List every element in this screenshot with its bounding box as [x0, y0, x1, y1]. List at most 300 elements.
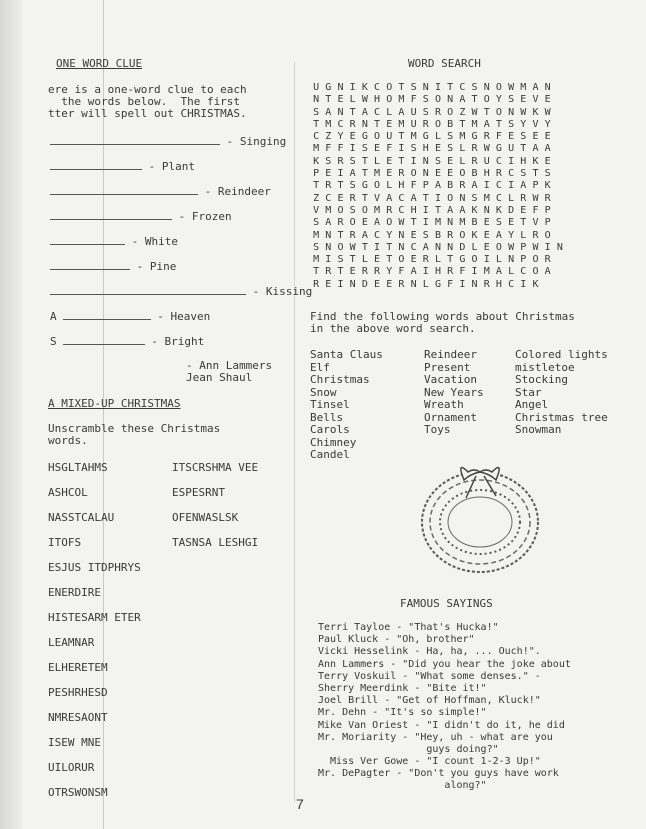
word-search-letter: C [508, 168, 515, 180]
scrambled-word: PESHRHESD [48, 686, 108, 699]
word-search-letter: E [386, 278, 393, 290]
word-search-letter: R [459, 180, 466, 192]
word-search-letter: L [471, 241, 478, 253]
word-search-letter: S [520, 131, 527, 143]
word-search-letter: I [422, 266, 429, 278]
word-search-letter: L [495, 254, 502, 266]
word-search-letter: O [374, 180, 381, 192]
word-search-letter: O [386, 94, 393, 106]
word-search-letter: R [483, 131, 490, 143]
word-search-letter: L [508, 266, 515, 278]
clue-text: Reindeer [217, 185, 271, 198]
word-search-letter: O [495, 106, 502, 118]
word-search-letter: T [520, 217, 527, 229]
word-search-letter: T [337, 229, 344, 241]
word-search-letter: S [508, 94, 515, 106]
word-search-letter: T [386, 254, 393, 266]
word-search-letter: E [544, 94, 551, 106]
word-search-letter: I [422, 217, 429, 229]
word-search-letter: N [398, 229, 405, 241]
word-search-letter: R [349, 118, 356, 130]
word-search-letter: Z [325, 131, 332, 143]
word-search-letter: F [337, 143, 344, 155]
word-search-letter: T [520, 143, 527, 155]
word-search-letter: A [349, 168, 356, 180]
scrambled-word: ASHCOL [48, 486, 88, 499]
word-search-letter: N [422, 82, 429, 93]
saying-line: Mr. Moriarity - "Hey, uh - what are you [318, 731, 553, 743]
word-search-letter: S [349, 180, 356, 192]
word-search-letter: E [325, 168, 332, 180]
clue-text: Kissing [265, 285, 313, 298]
word-search-letter: R [544, 254, 551, 266]
word-search-letter: A [325, 106, 332, 118]
word-search-letter: W [508, 82, 515, 93]
word-search-letter: A [410, 266, 417, 278]
word-search-letter: A [325, 217, 332, 229]
word-search-letter: U [386, 131, 393, 143]
word-search-letter: T [398, 155, 405, 167]
word-search-title: WORD SEARCH [408, 57, 481, 70]
word-search-letter: N [337, 82, 344, 93]
word-search-letter: N [422, 168, 429, 180]
word-search-letter: Y [495, 94, 502, 106]
word-search-row [310, 266, 615, 278]
word-search-letter: I [508, 180, 515, 192]
word-list-item: Star [515, 385, 542, 399]
word-search-letter: P [532, 180, 539, 192]
word-search-letter: I [337, 278, 344, 290]
word-search-letter: A [495, 266, 502, 278]
mixed-up-intro-2: words. [48, 434, 88, 447]
word-search-letter: W [532, 192, 539, 204]
word-search-letter: R [374, 266, 381, 278]
word-search-letter: P [422, 180, 429, 192]
word-search-letter: G [434, 278, 441, 290]
word-search-letter: A [520, 180, 527, 192]
word-search-letter: N [410, 278, 417, 290]
scrambled-word: HSGLTAHMS [48, 461, 108, 474]
word-search-letter: T [459, 118, 466, 130]
word-search-letter: I [544, 241, 551, 253]
word-search-letter: C [374, 106, 381, 118]
word-search-letter: E [374, 254, 381, 266]
word-search-letter: Z [313, 192, 320, 204]
word-search-letter: R [434, 106, 441, 118]
word-search-letter: E [520, 94, 527, 106]
word-search-letter: E [532, 131, 539, 143]
word-search-grid [310, 82, 615, 291]
word-search-letter: E [520, 204, 527, 216]
word-search-letter: N [398, 241, 405, 253]
word-search-letter: C [495, 155, 502, 167]
clue-letter: A [50, 310, 57, 323]
word-search-letter: O [434, 94, 441, 106]
word-list-item: Stocking [515, 373, 568, 386]
scrambled-word: UILORUR [48, 761, 95, 774]
word-search-letter: E [544, 155, 551, 167]
word-search-letter: P [544, 217, 551, 229]
word-search-letter: A [459, 94, 466, 106]
word-search-letter: T [471, 94, 478, 106]
word-search-letter: S [520, 168, 527, 180]
word-search-letter: O [447, 192, 454, 204]
word-search-letter: B [447, 180, 454, 192]
clue-row: - Plant [50, 159, 195, 173]
word-search-letter: A [361, 106, 368, 118]
scrambled-word: NASSTCALAU [48, 511, 115, 524]
saying-line: guys doing?" [318, 743, 499, 755]
word-search-letter: R [313, 278, 320, 290]
word-search-letter: M [374, 204, 381, 216]
word-search-letter: R [349, 192, 356, 204]
word-search-letter: V [313, 204, 320, 216]
word-search-letter: T [447, 254, 454, 266]
scrambled-word: ELHERETEM [48, 661, 108, 674]
word-search-letter: I [483, 254, 490, 266]
word-search-letter: E [447, 155, 454, 167]
word-search-letter: C [398, 204, 405, 216]
word-search-letter: N [556, 241, 563, 253]
word-search-letter: E [447, 168, 454, 180]
word-search-letter: C [410, 241, 417, 253]
word-search-letter: O [459, 229, 466, 241]
word-search-letter: S [422, 94, 429, 106]
word-search-letter: T [337, 180, 344, 192]
word-search-letter: T [398, 131, 405, 143]
word-search-row [310, 205, 615, 217]
word-search-letter: G [325, 82, 332, 93]
saying-line: Ann Lammers - "Did you hear the joke about [318, 658, 571, 670]
word-search-letter: M [325, 118, 332, 130]
word-search-letter: C [508, 278, 515, 290]
word-search-letter: N [459, 192, 466, 204]
word-search-letter: R [447, 229, 454, 241]
word-search-letter: W [532, 241, 539, 253]
word-search-letter: I [483, 180, 490, 192]
word-search-letter: E [483, 217, 490, 229]
word-search-letter: E [337, 192, 344, 204]
word-search-letter: W [471, 106, 478, 118]
word-search-letter: R [422, 118, 429, 130]
word-search-letter: I [337, 168, 344, 180]
word-search-letter: T [483, 106, 490, 118]
word-list-item: Chimney [310, 435, 357, 449]
word-search-letter: F [447, 278, 454, 290]
word-search-letter: M [398, 94, 405, 106]
scrambled-word: OTRSWONSM [48, 786, 108, 799]
word-search-letter: T [361, 168, 368, 180]
word-list-column-3 [515, 349, 608, 437]
word-search-letter: I [374, 241, 381, 253]
word-search-letter: M [325, 204, 332, 216]
word-search-letter: L [386, 106, 393, 118]
word-search-row [310, 242, 615, 254]
word-search-letter: K [532, 155, 539, 167]
word-search-letter: K [495, 204, 502, 216]
word-search-letter: D [459, 241, 466, 253]
word-search-letter: C [325, 192, 332, 204]
word-search-letter: A [447, 204, 454, 216]
word-list-item: Vacation [424, 373, 477, 386]
clue-text: Heaven [170, 310, 211, 323]
word-search-letter: M [471, 118, 478, 130]
word-search-letter: R [495, 168, 502, 180]
word-search-letter: U [508, 143, 515, 155]
word-search-letter: I [422, 204, 429, 216]
word-search-letter: C [520, 266, 527, 278]
word-search-letter: N [325, 229, 332, 241]
word-search-letter: V [532, 217, 539, 229]
word-search-letter: W [508, 241, 515, 253]
word-search-letter: L [459, 155, 466, 167]
word-search-letter: R [398, 278, 405, 290]
word-search-letter: Y [520, 118, 527, 130]
word-search-row [310, 143, 615, 155]
word-search-letter: M [520, 82, 527, 93]
word-search-letter: F [410, 180, 417, 192]
word-search-letter: N [325, 241, 332, 253]
word-search-letter: P [520, 254, 527, 266]
word-search-letter: C [374, 82, 381, 93]
word-search-letter: S [434, 155, 441, 167]
word-search-letter: R [447, 266, 454, 278]
clue-row: - Pine [50, 259, 176, 273]
saying-line: Mike Van Oriest - "I didn't do it, he did [318, 719, 565, 731]
word-search-letter: M [483, 192, 490, 204]
word-search-letter: E [361, 217, 368, 229]
word-search-letter: S [471, 192, 478, 204]
word-search-letter: R [422, 254, 429, 266]
word-search-letter: L [422, 278, 429, 290]
one-word-clue-intro-1: ere is a one-word clue to each [48, 83, 247, 96]
word-search-row [310, 254, 615, 266]
word-search-letter: E [386, 168, 393, 180]
word-list-item: Reindeer [424, 348, 477, 361]
word-search-instruction-2: in the above word search. [310, 322, 476, 335]
clue-text: Pine [149, 260, 177, 273]
word-search-letter: M [313, 143, 320, 155]
word-search-letter: I [349, 143, 356, 155]
credit-line-2: Jean Shaul [186, 371, 253, 384]
word-search-letter: R [544, 192, 551, 204]
word-search-letter: H [398, 180, 405, 192]
word-search-letter: R [361, 266, 368, 278]
word-search-letter: R [398, 168, 405, 180]
clue-text: Plant [161, 160, 195, 173]
word-search-letter: O [459, 168, 466, 180]
word-search-letter: T [313, 266, 320, 278]
word-search-letter: T [349, 254, 356, 266]
word-search-letter: N [483, 82, 490, 93]
word-search-letter: S [495, 217, 502, 229]
word-search-letter: S [508, 118, 515, 130]
word-search-letter: S [325, 155, 332, 167]
word-search-letter: L [386, 180, 393, 192]
word-search-letter: A [532, 143, 539, 155]
word-list-item: Carols [310, 423, 350, 436]
clue-letter: S [50, 335, 57, 348]
word-search-letter: K [544, 180, 551, 192]
word-search-letter: E [337, 94, 344, 106]
word-search-letter: T [374, 118, 381, 130]
word-search-letter: C [337, 118, 344, 130]
word-search-letter: W [483, 143, 490, 155]
word-search-letter: T [422, 192, 429, 204]
word-search-letter: O [471, 254, 478, 266]
word-search-letter: O [447, 106, 454, 118]
word-search-letter: I [508, 155, 515, 167]
word-search-letter: T [447, 82, 454, 93]
scrambled-word: ISEW MNE [48, 736, 101, 749]
saying-line: Terri Tayloe - "That's Hucka!" [318, 622, 499, 633]
word-search-letter: S [337, 254, 344, 266]
word-search-letter: A [398, 106, 405, 118]
word-search-letter: E [410, 229, 417, 241]
word-search-letter: H [410, 204, 417, 216]
word-search-letter: O [544, 229, 551, 241]
clue-row: - White [50, 234, 178, 248]
word-search-letter: C [398, 192, 405, 204]
word-list-item: Candel [310, 448, 350, 461]
word-search-letter: C [313, 131, 320, 143]
word-search-letter: Y [386, 229, 393, 241]
word-search-letter: I [471, 266, 478, 278]
word-search-letter: A [544, 143, 551, 155]
word-search-letter: T [386, 241, 393, 253]
word-search-row [310, 119, 615, 131]
word-search-letter: N [337, 106, 344, 118]
word-search-letter: A [434, 180, 441, 192]
word-search-letter: T [361, 155, 368, 167]
word-search-letter: V [532, 94, 539, 106]
word-search-letter: G [361, 180, 368, 192]
word-search-letter: Y [337, 131, 344, 143]
word-search-letter: G [422, 131, 429, 143]
word-search-letter: S [410, 82, 417, 93]
word-search-letter: T [361, 241, 368, 253]
word-search-letter: E [374, 143, 381, 155]
word-search-letter: S [471, 82, 478, 93]
word-search-letter: D [508, 204, 515, 216]
word-search-letter: F [459, 266, 466, 278]
word-search-letter: E [386, 118, 393, 130]
word-search-letter: U [410, 118, 417, 130]
word-search-letter: R [337, 217, 344, 229]
word-search-letter: B [434, 229, 441, 241]
word-list-item: Present [424, 360, 471, 374]
word-search-letter: E [410, 254, 417, 266]
word-search-letter: P [544, 204, 551, 216]
column-divider [294, 62, 295, 802]
word-search-letter: K [471, 204, 478, 216]
word-search-letter: G [459, 254, 466, 266]
word-search-letter: I [410, 155, 417, 167]
word-list-item: Christmas [310, 373, 370, 386]
word-search-letter: M [398, 118, 405, 130]
word-search-letter: C [495, 180, 502, 192]
clue-row: - Frozen [50, 209, 232, 223]
word-list-item: Bells [310, 410, 344, 424]
word-search-letter: K [532, 278, 539, 290]
word-search-letter: N [447, 217, 454, 229]
saying-line: Sherry Meerdink - "Bite it!" [318, 682, 487, 694]
word-search-letter: W [349, 241, 356, 253]
word-search-letter: A [386, 192, 393, 204]
word-search-letter: N [361, 118, 368, 130]
word-search-letter: Y [544, 118, 551, 130]
word-search-letter: W [544, 106, 551, 118]
word-search-letter: K [313, 155, 320, 167]
scrambled-word: ESPESRNT [172, 486, 225, 499]
word-search-letter: R [532, 229, 539, 241]
word-search-letter: I [434, 192, 441, 204]
word-search-letter: S [361, 143, 368, 155]
word-search-letter: T [313, 118, 320, 130]
word-search-letter: R [471, 155, 478, 167]
word-search-letter: M [483, 266, 490, 278]
scrambled-word: LEAMNAR [48, 636, 95, 649]
word-search-letter: N [508, 106, 515, 118]
clue-row: - Singing [50, 134, 286, 148]
word-search-letter: I [459, 278, 466, 290]
clue-row: - Kissing [50, 284, 312, 298]
word-search-letter: I [398, 143, 405, 155]
word-search-letter: S [410, 143, 417, 155]
famous-sayings-list [318, 622, 571, 793]
word-search-letter: S [447, 131, 454, 143]
word-list-item: Santa Claus [310, 348, 383, 361]
word-search-letter: G [471, 131, 478, 143]
word-search-letter: F [532, 204, 539, 216]
word-search-instruction-1: Find the following words about Christmas [310, 310, 575, 323]
word-search-letter: E [483, 241, 490, 253]
word-search-letter: S [313, 217, 320, 229]
word-search-letter: E [508, 217, 515, 229]
word-search-letter: A [361, 229, 368, 241]
word-search-letter: T [532, 168, 539, 180]
word-search-letter: E [483, 229, 490, 241]
word-search-row [310, 180, 615, 192]
word-search-letter: O [532, 254, 539, 266]
word-search-letter: M [313, 254, 320, 266]
word-search-letter: W [361, 94, 368, 106]
word-search-letter: P [520, 241, 527, 253]
scrambled-word: HISTESARM ETER [48, 611, 141, 624]
word-search-letter: O [495, 241, 502, 253]
mixed-up-intro-1: Unscramble these Christmas [48, 422, 221, 435]
word-search-letter: B [447, 118, 454, 130]
word-search-letter: V [532, 118, 539, 130]
word-search-letter: D [361, 278, 368, 290]
word-search-letter: A [374, 217, 381, 229]
word-list-item: Colored lights [515, 348, 608, 361]
word-search-letter: N [313, 94, 320, 106]
word-search-letter: O [483, 94, 490, 106]
word-search-letter: T [349, 106, 356, 118]
clue-text: Singing [239, 135, 287, 148]
word-search-letter: L [349, 94, 356, 106]
word-search-letter: O [434, 118, 441, 130]
word-search-letter: R [483, 278, 490, 290]
word-search-letter: T [398, 82, 405, 93]
word-list-item: Snow [310, 385, 337, 399]
saying-line: Vicki Hesselink - Ha, ha, ... Ouch!". [318, 646, 541, 658]
word-search-letter: N [471, 278, 478, 290]
word-search-letter: U [483, 155, 490, 167]
word-search-letter: L [374, 155, 381, 167]
saying-line: Terry Voskuil - "What some denses." - [318, 670, 541, 682]
